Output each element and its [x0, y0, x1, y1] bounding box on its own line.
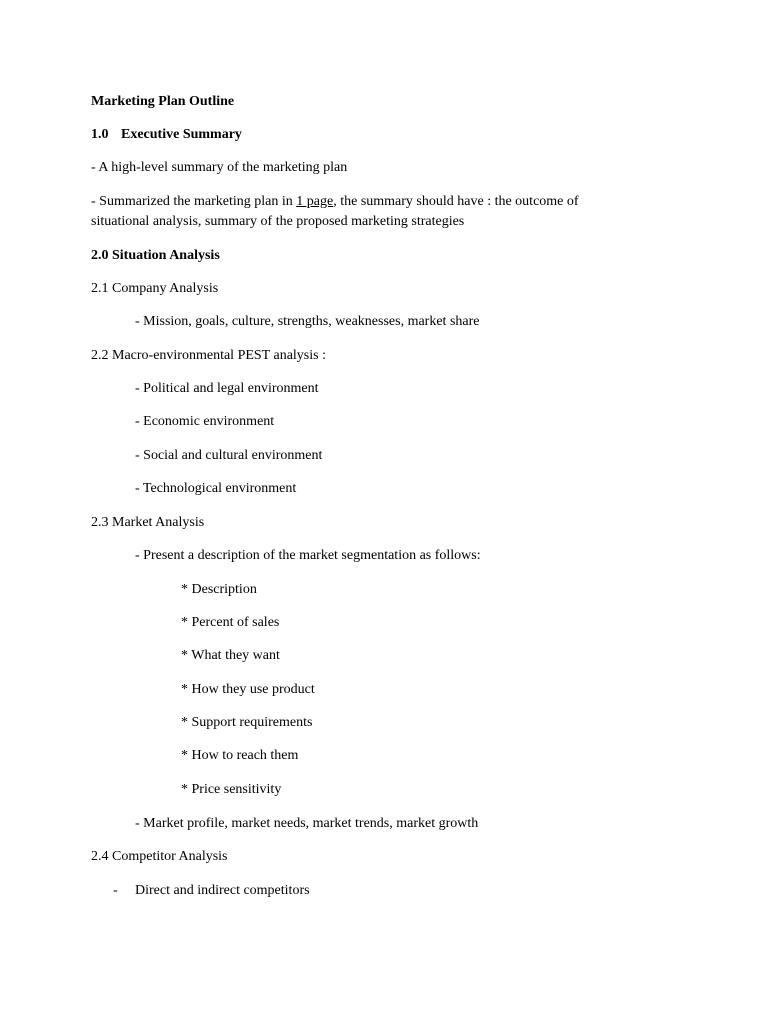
list-item: - Economic environment	[135, 414, 275, 429]
paragraph-summary-1: - A high-level summary of the marketing plan	[91, 160, 348, 175]
subsection-heading-company-analysis: 2.1 Company Analysis	[91, 281, 219, 296]
bullet-item: * Description	[181, 582, 257, 597]
list-item: - Present a description of the market segmentation as follows:	[135, 548, 481, 563]
bullet-item: * How to reach them	[181, 748, 299, 763]
bullet-item: * Percent of sales	[181, 615, 280, 630]
section-heading-situation-analysis: 2.0 Situation Analysis	[91, 248, 220, 263]
paragraph-summary-2	[91, 192, 579, 212]
text-run: , the summary should have : the outcome of	[333, 194, 579, 209]
section-number: 1.0	[91, 127, 109, 142]
bullet-item: * What they want	[181, 648, 280, 663]
list-item: - Social and cultural environment	[135, 448, 323, 463]
list-item: - Political and legal environment	[135, 381, 319, 396]
list-item: - Mission, goals, culture, strengths, weaknesses, market share	[135, 314, 480, 329]
bullet-item: * Price sensitivity	[181, 782, 282, 797]
section-title: Executive Summary	[121, 127, 242, 142]
subsection-heading-pest-analysis: 2.2 Macro-environmental PEST analysis :	[91, 348, 326, 363]
subsection-heading-competitor-analysis: 2.4 Competitor Analysis	[91, 849, 228, 864]
text-run: - Summarized the marketing plan in	[91, 194, 297, 209]
paragraph-summary-2-cont: situational analysis, summary of the proposed marketing strategies	[91, 214, 465, 229]
bullet-item: * Support requirements	[181, 715, 313, 730]
list-dash: -	[113, 883, 118, 898]
bullet-item: * How they use product	[181, 682, 315, 697]
list-item: - Technological environment	[135, 481, 297, 496]
document-title: Marketing Plan Outline	[91, 94, 235, 109]
subsection-heading-market-analysis: 2.3 Market Analysis	[91, 515, 205, 530]
section-heading-executive-summary	[91, 125, 242, 145]
underlined-text: 1 page	[296, 194, 334, 209]
list-item: - Market profile, market needs, market trends, market growth	[135, 816, 479, 831]
list-item: Direct and indirect competitors	[135, 883, 310, 898]
